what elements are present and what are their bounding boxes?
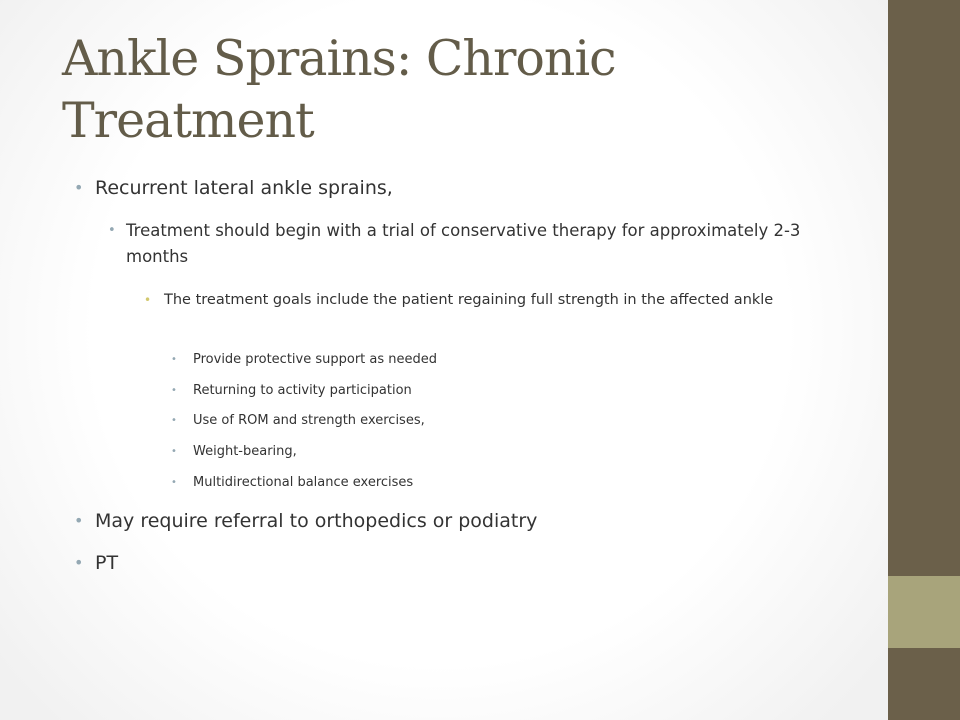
side-accent-block (888, 576, 960, 648)
bullet-dot-icon: • (74, 511, 84, 530)
bullet-text: Use of ROM and strength exercises, (193, 413, 425, 428)
bullet-dot-icon: • (108, 223, 116, 238)
bullet-dot-icon: • (171, 385, 177, 396)
bullet-text: PT (95, 552, 119, 574)
bullet-text: Returning to activity participation (193, 383, 412, 398)
bullet-treatment-goals (144, 287, 854, 313)
bullet-text: Treatment should begin with a trial of conservative therapy for approximately 2-3 months (126, 221, 801, 266)
bullet-rom-strength (171, 411, 843, 431)
bullet-text: Provide protective support as needed (193, 352, 438, 367)
bullet-conservative-therapy (108, 218, 866, 270)
bullet-referral (74, 508, 875, 534)
bullet-dot-icon: • (171, 354, 177, 365)
bullet-text: May require referral to orthopedics or podiatry (95, 510, 538, 532)
bullet-balance-exercises (171, 473, 843, 493)
bullet-dot-icon: • (171, 477, 177, 488)
bullet-pt (74, 550, 875, 576)
bullet-text: Weight-bearing, (193, 444, 297, 459)
bullet-weight-bearing (171, 442, 843, 462)
bullet-dot-icon: • (171, 415, 177, 426)
bullet-dot-icon: • (144, 293, 152, 307)
bullet-text: Multidirectional balance exercises (193, 475, 414, 490)
bullet-dot-icon: • (74, 178, 84, 197)
bullet-protective-support (171, 350, 843, 370)
bullet-activity-participation (171, 381, 843, 401)
bullet-dot-icon: • (171, 446, 177, 457)
slide-title: Ankle Sprains: Chronic Treatment (62, 30, 616, 149)
bullet-dot-icon: • (74, 553, 84, 572)
bullet-text: The treatment goals include the patient regaining full strength in the affected ankle (164, 292, 774, 308)
bullet-text: Recurrent lateral ankle sprains, (95, 177, 393, 199)
bullet-recurrent-sprains (74, 175, 875, 201)
